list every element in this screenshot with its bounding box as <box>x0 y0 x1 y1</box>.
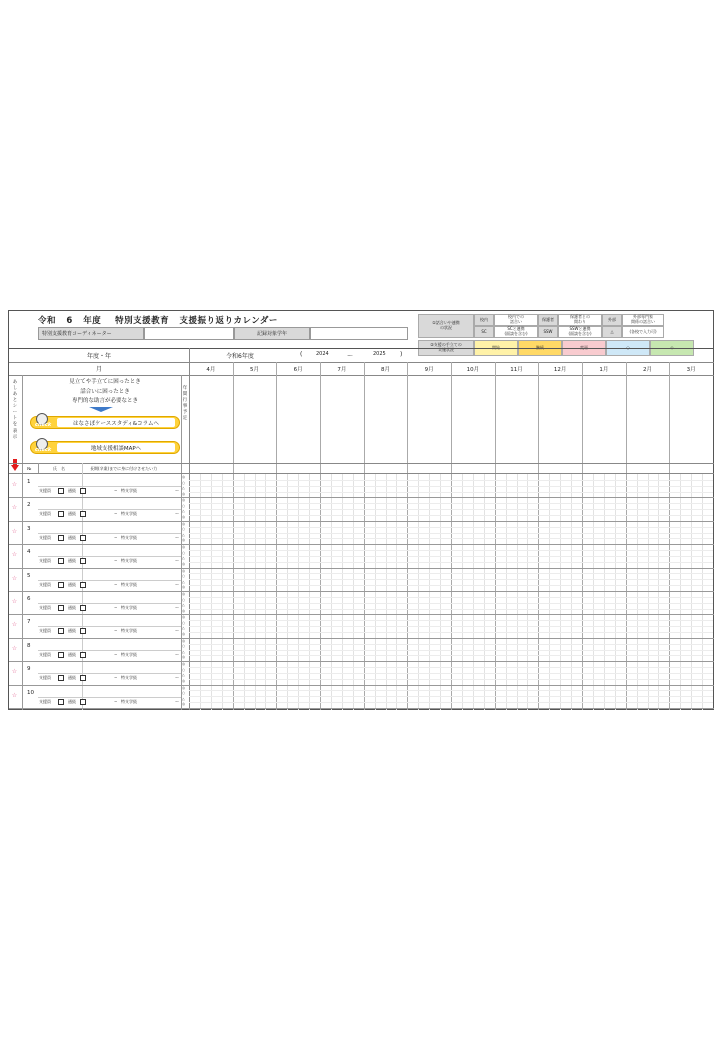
paren-open: ( <box>300 351 303 358</box>
support-checkbox[interactable] <box>58 558 64 564</box>
tsuukyuu-label: 通級 <box>68 534 76 540</box>
month-12: 3月 <box>686 367 696 373</box>
tokushi-label: 特支学級 <box>121 675 137 681</box>
tilde: 〜 <box>175 605 179 610</box>
student-no: 7 <box>27 619 31 626</box>
status-symbols: ◎ ○ △ ◎ <box>182 475 186 496</box>
tokushi-label: 特支学級 <box>121 605 137 610</box>
student-no: 2 <box>27 502 31 509</box>
star-icon[interactable]: ☆ <box>11 621 18 629</box>
name-input[interactable] <box>38 569 82 580</box>
magnifier-icon: check <box>33 417 51 429</box>
guide-line-1: 見立てや手立てに困ったとき <box>69 379 141 385</box>
status-symbols: ◎ ○ △ ◎ <box>182 662 186 683</box>
tilde: 〜 <box>175 651 179 657</box>
month-7: 10月 <box>466 367 480 373</box>
student-no: 1 <box>27 479 31 485</box>
tsuukyuu-checkbox[interactable] <box>80 535 86 541</box>
star-icon[interactable]: ☆ <box>11 527 18 535</box>
tokushi-label: 特支学級 <box>121 488 137 493</box>
legend-item-5: 外部専門家 関係の話合い <box>622 314 664 326</box>
support-label: 支援員 <box>39 698 51 704</box>
goal-input[interactable] <box>83 522 180 533</box>
goal-input[interactable] <box>83 475 180 486</box>
goal-input[interactable] <box>83 686 180 697</box>
goal-input[interactable] <box>83 498 180 509</box>
name-input[interactable] <box>38 686 82 697</box>
name-header: 氏 名 <box>53 466 65 471</box>
tokushi-label: 特支学級 <box>121 698 137 704</box>
support-label: 支援員 <box>39 605 51 610</box>
star-icon[interactable]: ☆ <box>11 551 18 559</box>
case-study-button[interactable]: check はなさぽケーススタディ&コラムへ <box>30 416 180 429</box>
goal-input[interactable] <box>83 615 180 626</box>
month-11: 2月 <box>642 367 652 373</box>
support-label: 支援員 <box>39 628 51 634</box>
tilde: 〜 <box>175 534 179 540</box>
tsuukyuu-label: 通級 <box>68 628 76 634</box>
student-no: 5 <box>27 572 31 579</box>
tsuukyuu-checkbox[interactable] <box>80 582 86 588</box>
tilde: 〜 <box>175 511 179 517</box>
star-icon[interactable]: ☆ <box>11 598 18 605</box>
tilde: 〜 <box>175 581 179 587</box>
month-1: 4月 <box>206 367 216 373</box>
legend-item2-0: SC <box>474 326 494 338</box>
support-checkbox[interactable] <box>58 628 64 634</box>
status-symbols: ◎ ○ △ ◎ <box>182 545 186 566</box>
dash: − <box>114 534 118 540</box>
legend-change: 変更 <box>562 340 606 356</box>
tilde: 〜 <box>175 675 179 681</box>
goal-header: 長期(卒業)までに身に付けさせたい力 <box>90 466 158 471</box>
tilde: 〜 <box>175 698 179 704</box>
star-icon[interactable]: ☆ <box>11 574 18 582</box>
month-4: 7月 <box>337 367 347 373</box>
month-9: 12月 <box>553 367 567 373</box>
tokushi-label: 特支学級 <box>121 511 137 517</box>
no-header: № <box>27 466 32 471</box>
dash: − <box>114 605 118 610</box>
support-label: 支援員 <box>39 534 51 540</box>
student-no: 10 <box>27 689 34 696</box>
legend-item2-3: SSWと連携 (面談を含む) <box>558 326 602 338</box>
star-icon[interactable]: ☆ <box>11 504 18 512</box>
name-input[interactable] <box>38 475 82 486</box>
month-5: 8月 <box>380 367 390 373</box>
tsuukyuu-checkbox[interactable] <box>80 488 86 494</box>
tsuukyuu-checkbox[interactable] <box>80 699 86 705</box>
tsuukyuu-checkbox[interactable] <box>80 558 86 564</box>
dash: − <box>114 698 118 704</box>
star-icon[interactable]: ☆ <box>11 668 18 676</box>
goal-input[interactable] <box>83 592 180 603</box>
tilde: 〜 <box>175 488 179 493</box>
legend-item-2: 保護者 <box>538 314 558 326</box>
legend-item-0: 校内 <box>474 314 494 326</box>
support-label: 支援員 <box>39 511 51 517</box>
dash: − <box>114 488 118 493</box>
legend-start: 開始 <box>474 340 518 356</box>
tsuukyuu-label: 通級 <box>68 605 76 610</box>
event-vertical-label: 年間行事予定 <box>182 386 188 422</box>
end-year: 2025 <box>373 351 386 357</box>
grade-label: 記録対象学年 <box>234 327 310 340</box>
status-symbols: ◎ ○ △ ◎ <box>182 615 186 636</box>
tsuukyuu-checkbox[interactable] <box>80 605 86 611</box>
legend-header-2: ②支援の手立ての 実施状況 <box>418 340 474 356</box>
dash: − <box>114 558 118 564</box>
side-vertical-label: あしあとシートを表示 <box>12 380 18 440</box>
name-input[interactable] <box>38 592 82 603</box>
support-checkbox[interactable] <box>58 675 64 681</box>
month-3: 6月 <box>293 367 303 373</box>
status-symbols: ◎ ○ △ ◎ <box>182 592 186 613</box>
year-label: 年度・年 <box>86 353 111 360</box>
tsuukyuu-label: 通級 <box>68 511 76 517</box>
legend-item2-1: SCと連携 (面談を含む) <box>494 326 538 338</box>
month-6: 9月 <box>424 367 434 373</box>
tsuukyuu-checkbox[interactable] <box>80 652 86 658</box>
legend-item2-5: (各校で入力可) <box>622 326 664 338</box>
guide-text <box>30 378 180 407</box>
tsuukyuu-label: 通級 <box>68 558 76 564</box>
month-8: 11月 <box>510 367 523 373</box>
student-no: 3 <box>27 525 31 532</box>
tokushi-label: 特支学級 <box>121 628 137 634</box>
legend-item-3: 保護者との 関わり <box>558 314 602 326</box>
tsuukyuu-label: 通級 <box>68 581 76 587</box>
tsuukyuu-checkbox[interactable] <box>80 628 86 634</box>
page-title: 令和 6 年度 特別支援教育 支援振り返りカレンダー <box>38 316 278 326</box>
dash: − <box>114 511 118 517</box>
support-label: 支援員 <box>39 558 51 564</box>
support-label: 支援員 <box>39 488 51 493</box>
coordinator-label: 特別支援教育コーディネーター <box>38 327 144 340</box>
coordinator-input[interactable] <box>144 327 234 340</box>
status-symbols: ◎ ○ △ ◎ <box>182 498 186 519</box>
legend-item-4: 外部 <box>602 314 622 326</box>
name-input[interactable] <box>38 639 82 650</box>
tokushi-label: 特支学級 <box>121 534 137 540</box>
tsuukyuu-checkbox[interactable] <box>80 675 86 681</box>
month-10: 1月 <box>599 367 609 373</box>
start-year: 2024 <box>316 351 329 357</box>
dash: − <box>114 628 118 634</box>
support-map-button[interactable]: check 地域支援相談MAPへ <box>30 441 180 454</box>
name-input[interactable] <box>38 662 82 673</box>
tilde: 〜 <box>175 558 179 564</box>
legend-continue: 継続 <box>518 340 562 356</box>
support-checkbox[interactable] <box>58 535 64 541</box>
tsuukyuu-checkbox[interactable] <box>80 511 86 517</box>
name-input[interactable] <box>38 545 82 556</box>
star-icon[interactable]: ☆ <box>11 481 18 488</box>
goal-input[interactable] <box>83 569 180 580</box>
legend-item2-4: △ <box>602 326 622 338</box>
tsuukyuu-label: 通級 <box>68 675 76 681</box>
dash: − <box>114 651 118 657</box>
student-no: 4 <box>27 549 31 556</box>
down-arrow-icon <box>89 407 113 412</box>
support-checkbox[interactable] <box>58 488 64 494</box>
status-symbols: ◎ ○ △ ◎ <box>182 685 186 707</box>
dash: − <box>114 675 118 681</box>
goal-input[interactable] <box>83 639 180 650</box>
support-checkbox[interactable] <box>58 582 64 588</box>
student-no: 6 <box>27 596 31 602</box>
tokushi-label: 特支学級 <box>121 581 137 587</box>
star-icon[interactable]: ☆ <box>11 691 18 699</box>
support-label: 支援員 <box>39 651 51 657</box>
legend-item-1: 校内での 話合い <box>494 314 538 326</box>
support-checkbox[interactable] <box>58 605 64 611</box>
tilde: 〜 <box>175 628 179 634</box>
legend-circle: ○ <box>606 340 650 356</box>
red-down-arrow-icon[interactable] <box>11 459 19 471</box>
status-symbols: ◎ ○ △ ◎ <box>182 638 186 660</box>
month-label: 月 <box>95 366 102 373</box>
tokushi-label: 特支学級 <box>121 558 137 564</box>
legend-item2-2: SSW <box>538 326 558 338</box>
tsuukyuu-label: 通級 <box>68 488 76 493</box>
status-symbols: ◎ ○ △ ◎ <box>182 521 186 543</box>
guide-line-2: 話合いに困ったとき <box>80 388 130 395</box>
tilde-sep: 〜 <box>347 353 354 360</box>
status-symbols: ◎ ○ △ ◎ <box>182 568 186 590</box>
legend-diamond: ◇ <box>650 340 694 356</box>
grade-input[interactable] <box>310 327 408 340</box>
support-checkbox[interactable] <box>58 511 64 517</box>
student-no: 8 <box>27 642 31 649</box>
month-2: 5月 <box>249 367 259 373</box>
name-input[interactable] <box>38 522 82 533</box>
guide-line-3: 専門的な助言が必要なとき <box>71 398 138 404</box>
dash: − <box>114 581 118 587</box>
tokushi-label: 特支学級 <box>121 651 137 657</box>
name-input[interactable] <box>38 498 82 509</box>
legend-header-1: ①話合いや連携 の状況 <box>418 314 474 338</box>
support-checkbox[interactable] <box>58 652 64 658</box>
paren-close: ) <box>400 351 403 358</box>
goal-input[interactable] <box>83 545 180 556</box>
support-label: 支援員 <box>39 675 51 681</box>
tsuukyuu-label: 通級 <box>68 698 76 704</box>
star-icon[interactable]: ☆ <box>11 644 18 652</box>
student-no: 9 <box>27 666 31 673</box>
goal-input[interactable] <box>83 662 180 673</box>
name-input[interactable] <box>38 615 82 626</box>
support-checkbox[interactable] <box>58 699 64 705</box>
era-year: 令和6年度 <box>226 353 254 360</box>
magnifier-icon: check <box>33 442 51 454</box>
support-label: 支援員 <box>39 581 51 587</box>
tsuukyuu-label: 通級 <box>68 651 76 657</box>
